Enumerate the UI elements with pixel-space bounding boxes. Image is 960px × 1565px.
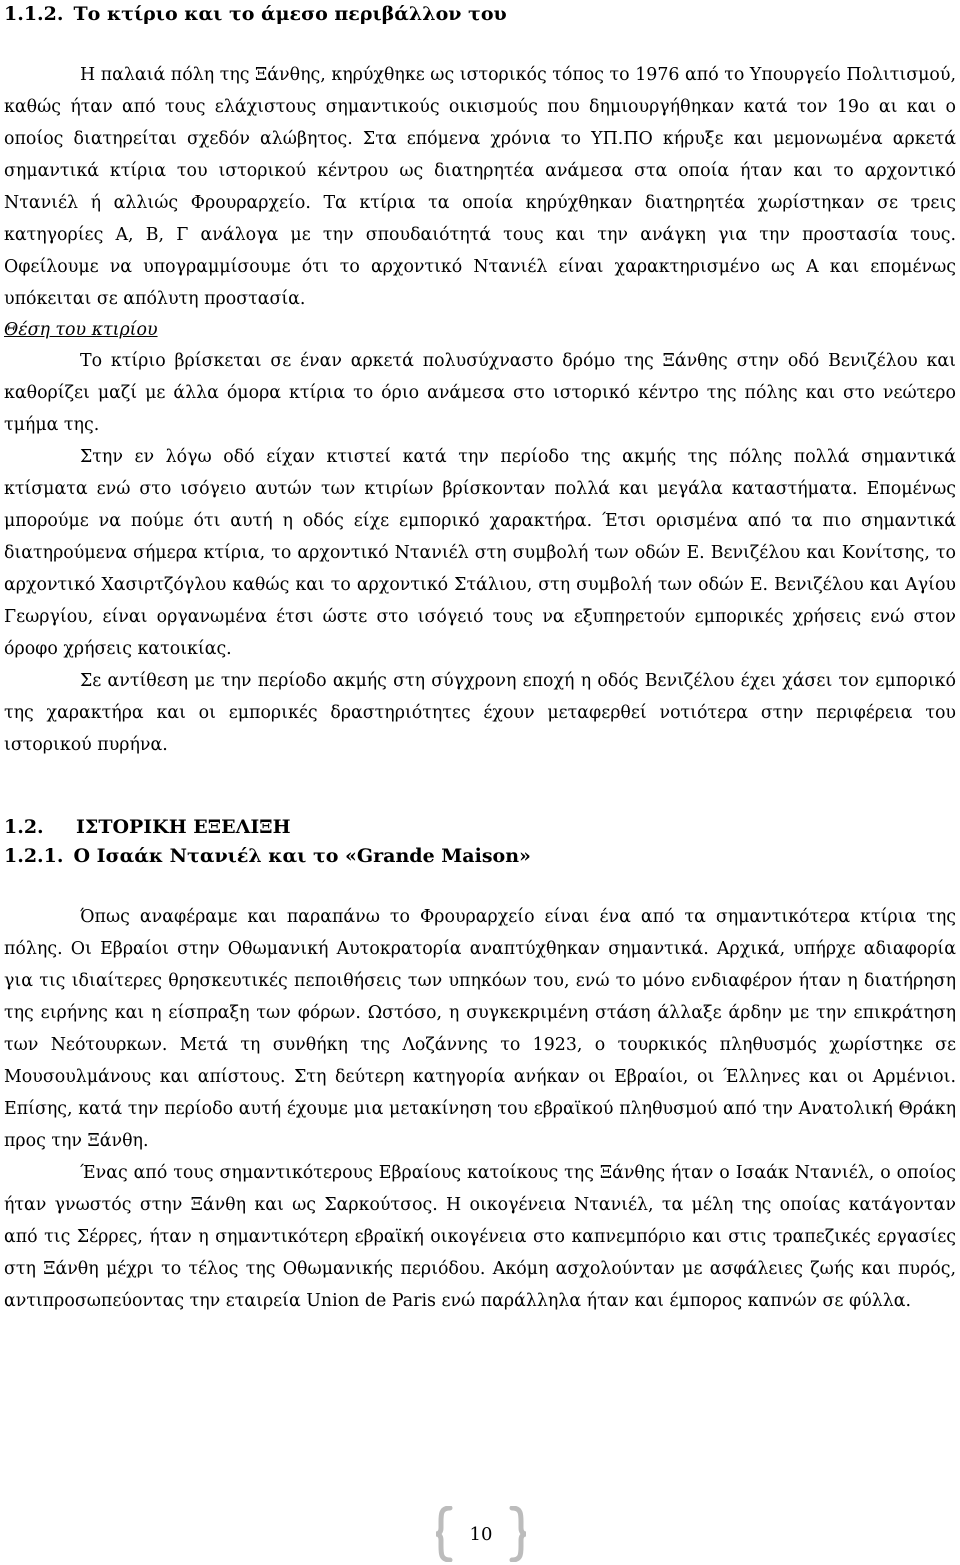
section-number: 1.2. [4,816,44,838]
section-title: Το κτίριο και το άμεσο περιβάλλον του [73,3,507,25]
document-page [4,0,956,1317]
section-title: ΙΣΤΟΡΙΚΗ ΕΞΕΛΙΞΗ [76,816,291,838]
section-number: 1.2.1. [4,845,64,867]
paragraph: Στην εν λόγω οδό είχαν κτιστεί κατά την περίοδο της ακμής της πόλης πολλά σημαντικά κτίσματα ενώ στο ισόγειο αυτών των κτιρίων βρίσκονταν πολλά και μεγάλα καταστήματα. Επομένως μπορούμε να πούμε ότι αυτή η οδός είχε εμπορικό χαρακτήρα. Έτσι ορισμένα από τα πιο σημαντικά διατηρούμενα σήμερα κτίρια, το αρχοντικό Ντανιέλ στη συμβολή των οδών Ε. Βενιζέλου και Κονίτσης, το αρχοντικό Χασιρτζόγλου καθώς και το αρχοντικό Στάλιου, στη συμβολή των οδών Ε. Βενιζέλου και Αγίου Γεωργίου, είναι οργανωμένα έτσι ώστε στο ισόγειό τους να εξυπηρετούν εμπορικές χρήσεις ενώ στον όροφο χρήσεις κατοικίας. [4,447,956,659]
section-number: 1.1.2. [4,3,64,25]
paragraph: Ένας από τους σημαντικότερους Εβραίους κατοίκους της Ξάνθης ήταν ο Ισαάκ Ντανιέλ, ο οποίος ήταν γνωστός στην Ξάνθη και ως Σαρκούτσος. Η οικογένεια Ντανιέλ, τα μέλη της οποίας κατάγονταν από τις Σέρρες, ήταν η σημαντικότερη εβραϊκή οικογένεια στο καπνεμπόριο και στις τραπεζικές εργασίες στη Ξάνθη μέχρι το τέλος της Οθωμανικής περιόδου. Ακόμη ασχολούνταν με ασφάλειες ζωής και πυρός, αντιπροσωπεύοντας την εταιρεία Union de Paris ενώ παράλληλα ήταν και έμπορος καπνών σε φύλλα. [4,1163,956,1311]
subheading-building-location: Θέση του κτιρίου [4,320,158,340]
spacer [4,871,956,901]
paragraph: Όπως αναφέραμε και παραπάνω το Φρουραρχείο είναι ένα από τα σημαντικότερα κτίρια της πόλης. Οι Εβραίοι στην Οθωμανική Αυτοκρατορία αναπτύχθηκαν σημαντικά. Αρχικά, υπήρχε αδιαφορία για τις ιδιαίτερες θρησκευτικές πεποιθήσεις των υπηκόων του, ενώ το μόνο ενδιαφέρον ήταν η διατήρηση της ειρήνης και η είσπραξη των φόρων. Ωστόσο, η συγκεκριμένη στάση άλλαξε άρδην με την επικράτηση των Νεότουρκων. Μετά τη συνθήκη της Λοζάννης το 1923, ο τουρκικός πληθυσμός χωρίστηκε σε Μουσουλμάνους και απίστους. Στη δεύτερη κατηγορία ανήκαν οι Εβραίοι, οι Έλληνες και οι Αρμένιοι. Επίσης, κατά την περίοδο αυτή έχουμε μια μετακίνηση του εβραϊκού πληθυσμού από την Ανατολική Θράκη προς την Ξάνθη. [4,907,956,1151]
section-heading-1-2-1 [4,842,956,871]
paragraph: Το κτίριο βρίσκεται σε έναν αρκετά πολυσύχναστο δρόμο της Ξάνθης στην οδό Βενιζέλου και καθορίζει μαζί με άλλα όμορα κτίρια το όριο ανάμεσα στο ιστορικό κέντρο της πόλης και στο νεώτερο τμήμα της. [4,351,956,435]
page-number: 10 [469,1524,493,1545]
section-heading-1-1-2 [4,0,956,29]
section-title: Ο Ισαάκ Ντανιέλ και το «Grande Maison» [73,845,531,867]
paragraph: Σε αντίθεση με την περίοδο ακμής στη σύγχρονη εποχή η οδός Βενιζέλου έχει χάσει τον εμπορικό της χαρακτήρα και οι εμπορικές δραστηριότητες έχουν μεταφερθεί νοτιότερα στην περιφέρεια του ιστορικού πυρήνα. [4,671,956,755]
paragraph: Η παλαιά πόλη της Ξάνθης, κηρύχθηκε ως ιστορικός τόπος το 1976 από το Υπουργείο Πολιτισμού, καθώς ήταν από τους ελάχιστους σημαντικούς οικισμούς που δημιουργήθηκαν κατά τον 19ο αι και ο οποίος διατηρείται σχεδόν αλώβητος. Στα επόμενα χρόνια το ΥΠ.ΠΟ κήρυξε και μεμονωμένα αρκετά σημαντικά κτίρια του ιστορικού κέντρου ως διατηρητέα ανάμεσα στα οποία ήταν και το αρχοντικό Ντανιέλ ή αλλιώς Φρουραρχείο. Τα κτίρια τα οποία κηρύχθηκαν διατηρητέα χωρίστηκαν σε τρεις κατηγορίες Α, Β, Γ ανάλογα με την σπουδαιότητά τους και την ανάγκη για την προστασία τους. Οφείλουμε να υπογραμμίσουμε ότι το αρχοντικό Ντανιέλ είναι χαρακτηρισμένο ως Α και επομένως υπόκειται σε απόλυτη προστασία. [4,65,956,309]
section-heading-1-2 [4,813,956,842]
spacer [4,29,956,59]
page-footer [436,1506,526,1562]
spacer [4,761,956,813]
